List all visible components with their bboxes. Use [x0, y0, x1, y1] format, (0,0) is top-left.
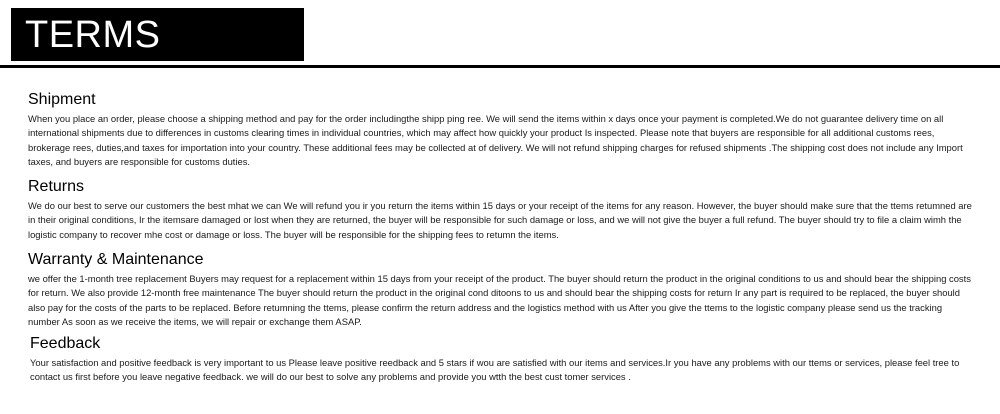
- header-divider: [0, 65, 1000, 68]
- section-body-shipment: When you place an order, please choose a shipping method and pay for the order includingthe shipp ping ree. We will send the items within x days once your payment is completed.We do not guarantee delivery time on all international shipments due to differences in customs clearing times in individual countries, which may affect how quickly your product Is inspected. Please note that buyers are responsible for all additional customs rees, brokerage rees, duties,and taxes for importation into your country. These additional fees may be collected at of delivery. We will not refund shipping charges for refused shipments .The shipping cost does not include any Import taxes, and buyers are responsible for customs duties.: [28, 113, 963, 168]
- section-heading-returns: Returns: [28, 178, 85, 195]
- section-heading-feedback: Feedback: [30, 335, 101, 352]
- section-shipment: [28, 91, 973, 170]
- section-feedback: [30, 335, 975, 385]
- section-heading-warranty-maintenance: Warranty & Maintenance: [28, 251, 204, 268]
- section-body-returns: We do our best to serve our customers the best mhat we can We will refund you ir you return the items within 15 days or your receipt of the items for any reason. However, the buyer should make sure that the ttems retumned are in their original conditions, Ir the itemsare damaged or lost when they are returned, the buyer will be responsible for such damage or loss, and we will not give the buyer a full refund. The buyer should try to file a claim wimh the logistic company to recover mhe cost or damage or loss. The buyer will be responsible for the shipping fees to retumn the items.: [28, 200, 972, 240]
- terms-banner: [11, 8, 304, 61]
- section-body-warranty-maintenance: we offer the 1-month tree replacement Buyers may request for a replacement within 15 days from your receipt of the product. The buyer should return the product in the original conditions to us and should bear the shipping costs for return. We also provide 12-month free maintenance The buyer should return the product in the original cond ditoons to us and should bear the shipping costs for return Ir any part is required to be replaced, the buyer should also pay for the costs of the parts to be replaced. Before retumning the ttems, please confirm the return address and the logistics method with us After you give the ttems to the logistic company please send us the tracking number As soon as we receive the items, we will repair or exchange them ASAP.: [28, 273, 971, 328]
- section-heading-shipment: Shipment: [28, 91, 96, 108]
- section-returns: [28, 178, 973, 242]
- section-body-feedback: Your satisfaction and positive feedback is very important to us Please leave positive reedback and 5 stars if wou are satisfied with our items and services.Ir you have any problems with our ttems or services, please feel tree to contact us first before you leave negative feedback. we will do our best to solve any problems and provide you wtth the best cust tomer services .: [30, 357, 960, 383]
- section-warranty-maintenance: [28, 251, 973, 330]
- page-title: TERMS: [25, 14, 161, 56]
